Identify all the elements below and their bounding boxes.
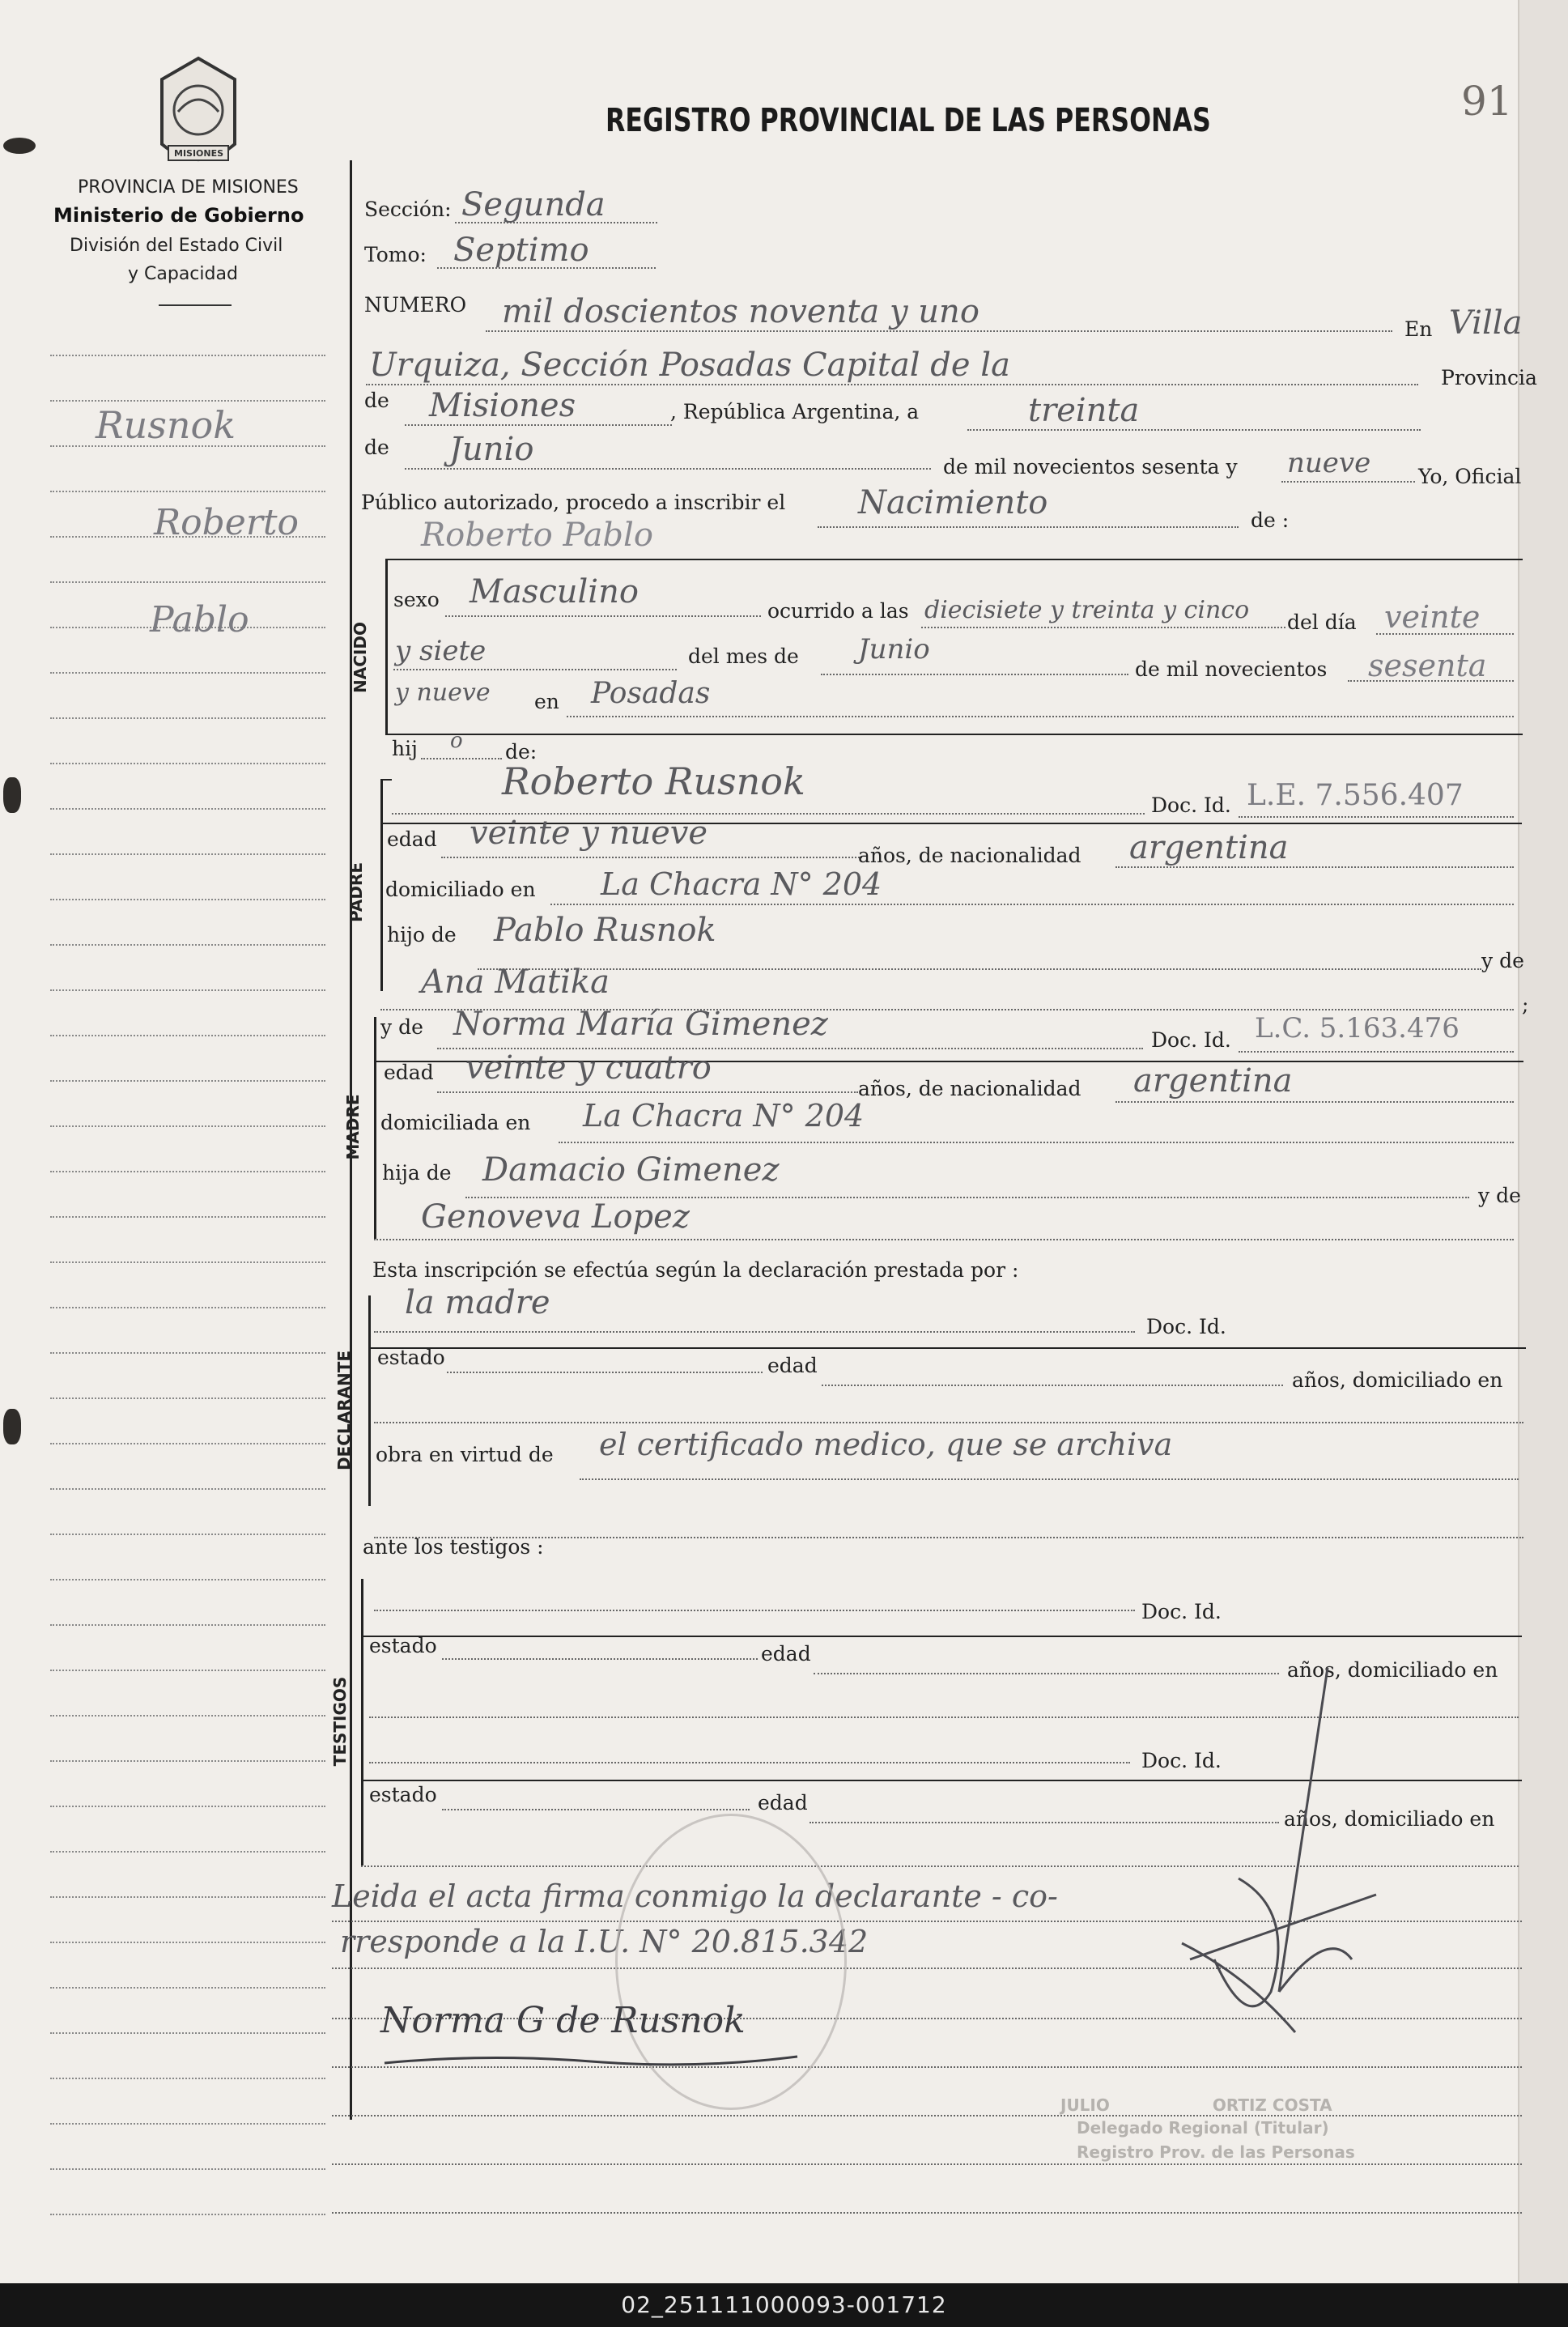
margin-second-name: Pablo — [150, 599, 249, 640]
declarante-domicilio-label: años, domiciliado en — [1292, 1368, 1503, 1392]
anio-nac-value: sesenta — [1368, 648, 1487, 683]
padre-edad-line — [441, 857, 862, 858]
margin-ruled-line — [50, 1806, 325, 1807]
mes-line — [405, 468, 931, 470]
madre-nac-value: argentina — [1133, 1062, 1293, 1100]
division-name: División del Estado Civil — [70, 236, 283, 256]
madre-hija-value: Damacio Gimenez — [482, 1151, 780, 1189]
sexo-value: Masculino — [470, 573, 639, 610]
nombre-line — [385, 559, 1523, 560]
dia-nac-line-2 — [393, 669, 677, 670]
page-number: 91 — [1461, 78, 1513, 125]
en-line-2 — [366, 384, 1418, 385]
obra-line — [580, 1478, 1519, 1480]
page-edge — [1518, 0, 1568, 2283]
padre-hijo-line — [478, 968, 1481, 970]
anio-nac-value-2: y nueve — [395, 679, 491, 707]
ministry-name: Ministerio de Gobierno — [53, 204, 304, 227]
tomo-label: Tomo: — [364, 243, 427, 266]
en-label: En — [1404, 317, 1433, 341]
madre-dom-value: La Chacra N° 204 — [583, 1098, 865, 1134]
testigo1-domicilio-label: años, domiciliado en — [1287, 1658, 1498, 1682]
margin-ruled-line — [50, 1624, 325, 1626]
madre-nac-line — [1115, 1101, 1514, 1103]
ante-testigos-label: ante los testigos : — [363, 1535, 544, 1559]
madre-nombre-value: Norma María Gimenez — [453, 1006, 828, 1043]
header-divider — [159, 304, 232, 306]
declarante-bracket — [368, 1295, 371, 1506]
acta-line — [818, 526, 1239, 528]
binding-hole — [3, 138, 36, 154]
margin-ruled-line — [50, 1352, 325, 1354]
margin-ruled-line — [50, 899, 325, 900]
madre-madre-value: Genoveva Lopez — [421, 1198, 690, 1236]
padre-doc-label: Doc. Id. — [1151, 793, 1231, 817]
capacity-name: y Capacidad — [128, 264, 238, 284]
padre-nac-label: años, de nacionalidad — [858, 844, 1081, 867]
de-colon2-label: de: — [505, 740, 538, 764]
en-value-1: Villa — [1449, 304, 1523, 342]
testigo2-domicilio-label: años, domiciliado en — [1284, 1807, 1495, 1831]
padre-hijo-value: Pablo Rusnok — [494, 912, 716, 949]
testigo2-edad-label: edad — [758, 1791, 808, 1814]
margin-ruled-line — [50, 944, 325, 946]
testigos-section-label: TESTIGOS — [330, 1676, 350, 1767]
madre-nac-label: años, de nacionalidad — [858, 1077, 1081, 1100]
padre-madre-value: Ana Matika — [421, 964, 610, 1001]
margin-ruled-line — [50, 581, 325, 583]
anio-value: nueve — [1287, 447, 1371, 479]
declarante-edad-line — [822, 1385, 1283, 1386]
mes-nac-line — [821, 674, 1128, 675]
margin-ruled-line — [50, 1171, 325, 1172]
signature-underline — [380, 2048, 801, 2073]
sexo-label: sexo — [393, 588, 440, 611]
dia-line — [967, 429, 1421, 431]
testigo2-estado-line — [442, 1809, 750, 1810]
emblem-text: MISIONES — [174, 148, 224, 159]
padre-edad-label: edad — [387, 827, 437, 851]
mes-value: Junio — [449, 431, 534, 468]
testigo2-doc-label: Doc. Id. — [1141, 1749, 1222, 1772]
margin-ruled-line — [50, 2123, 325, 2125]
testigo2-nombre-line — [369, 1762, 1130, 1763]
numero-value: mil doscientos noventa y uno — [502, 293, 979, 330]
dia-value: treinta — [1028, 392, 1140, 429]
madre-dom-label: domiciliada en — [380, 1111, 531, 1134]
padre-dom-label: domiciliado en — [385, 878, 536, 901]
testigos-bracket — [361, 1579, 363, 1865]
margin-ruled-line — [50, 1307, 325, 1308]
declarante-doc-label: Doc. Id. — [1146, 1315, 1226, 1338]
obra-label: obra en virtud de — [376, 1443, 554, 1466]
padre-y-de-label: y de — [1481, 949, 1524, 972]
madre-y-de-label: y de — [380, 1015, 423, 1039]
margin-ruled-line — [50, 763, 325, 764]
margin-ruled-line — [50, 1851, 325, 1853]
madre-edad-line — [437, 1091, 858, 1093]
madre-edad-label: edad — [384, 1061, 434, 1084]
lugar-line — [567, 716, 1514, 717]
padre-nac-line — [1115, 866, 1514, 868]
footer-caption: 02_251111000093-001712 — [0, 2283, 1568, 2327]
testigo1-doc-label: Doc. Id. — [1141, 1600, 1222, 1623]
hij-suffix: o — [450, 729, 463, 753]
padre-top-line — [380, 779, 392, 781]
padre-dom-value: La Chacra N° 204 — [601, 866, 882, 902]
mil-novecientos-label: de mil novecientos sesenta y — [943, 455, 1238, 479]
stamp-line2: ORTIZ COSTA — [1212, 2095, 1332, 2115]
acta-value: Nacimiento — [858, 484, 1048, 521]
stamp-line1: JULIO — [1060, 2095, 1110, 2115]
province-name: PROVINCIA DE MISIONES — [78, 177, 299, 198]
provincia-value: Misiones — [429, 387, 576, 424]
dia-nac-value: veinte — [1384, 599, 1481, 635]
declarante-estado-line — [447, 1372, 763, 1373]
margin-ruled-line — [50, 1760, 325, 1762]
de-mil-novecientos-label: de mil novecientos — [1135, 657, 1328, 681]
padre-section-label: PADRE — [346, 862, 366, 922]
nombre-value: Roberto Pablo — [421, 517, 653, 554]
declarante-value: la madre — [405, 1284, 550, 1321]
margin-ruled-line — [50, 1670, 325, 1671]
margin-ruled-line — [50, 400, 325, 402]
padre-nac-value: argentina — [1129, 829, 1289, 866]
official-signature — [1085, 1652, 1425, 2040]
padre-semicolon: ; — [1522, 993, 1529, 1016]
madre-hija-label: hija de — [382, 1161, 452, 1185]
provincia-line — [405, 424, 672, 426]
padre-doc-line — [1239, 816, 1514, 818]
testigo1-edad-label: edad — [761, 1642, 811, 1665]
margin-ruled-line — [50, 1443, 325, 1444]
margin-ruled-line — [50, 1579, 325, 1580]
sexo-line — [445, 615, 761, 617]
margin-ruled-line — [50, 1125, 325, 1127]
yo-oficial-label: Yo, Oficial — [1418, 465, 1522, 488]
del-mes-label: del mes de — [688, 644, 799, 668]
de-label-2: de — [364, 436, 389, 459]
stamp-line4-text: Registro Prov. de las Personas — [1077, 2142, 1355, 2162]
margin-ruled-line — [50, 1896, 325, 1898]
hij-label: hij — [392, 737, 418, 760]
declarante-underline — [368, 1347, 1526, 1349]
hora-line — [921, 627, 1285, 628]
obra-line-2 — [374, 1537, 1523, 1538]
madre-y-de2-label: y de — [1478, 1184, 1521, 1207]
padre-edad-value: veinte y nueve — [470, 815, 708, 852]
margin-ruled-line — [50, 808, 325, 810]
declarante-edad-label: edad — [767, 1354, 818, 1377]
margin-ruled-line — [50, 2032, 325, 2034]
dia-nac-value-2: y siete — [395, 635, 487, 667]
nacido-bottom-line — [385, 734, 1523, 735]
madre-doc-line — [1239, 1051, 1514, 1053]
obra-value: el certificado medico, que se archiva — [599, 1427, 1173, 1462]
testigo1-nombre-line — [374, 1610, 1135, 1611]
nota-line-6 — [332, 2163, 1522, 2165]
margin-ruled-line — [50, 1715, 325, 1717]
margin-ruled-line — [50, 355, 325, 356]
padre-nombre-value: Roberto Rusnok — [502, 759, 805, 803]
margin-ruled-line — [50, 1488, 325, 1490]
padre-doc-value: L.E. 7.556.407 — [1247, 779, 1464, 812]
seccion-value: Segunda — [461, 186, 606, 223]
margin-ruled-line — [50, 853, 325, 855]
republica-label: , República Argentina, a — [670, 400, 920, 423]
margin-ruled-line — [50, 1261, 325, 1263]
inscripcion-label: Esta inscripción se efectúa según la declaración prestada por : — [372, 1258, 1019, 1282]
hij-line — [421, 758, 502, 759]
madre-doc-value: L.C. 5.163.476 — [1255, 1012, 1460, 1044]
del-dia-label: del día — [1287, 610, 1357, 634]
tomo-value: Septimo — [453, 232, 589, 269]
margin-ruled-line — [50, 1035, 325, 1036]
stamp-line3-text: Delegado Regional (Titular) — [1077, 2118, 1329, 2138]
provincia-label: Provincia — [1441, 366, 1537, 389]
testigo1-estado-line — [442, 1658, 758, 1660]
margin-ruled-line — [50, 1534, 325, 1535]
binding-hole — [3, 1409, 21, 1444]
margin-ruled-line — [50, 989, 325, 991]
testigo1-estado-label: estado — [369, 1634, 437, 1657]
margin-ruled-line — [50, 672, 325, 674]
margin-first-name: Roberto — [154, 502, 300, 543]
numero-line — [486, 330, 1392, 332]
margin-ruled-line — [50, 1397, 325, 1399]
madre-section-label: MADRE — [343, 1094, 363, 1160]
declarante-line — [374, 1331, 1135, 1333]
declarante-domicilio-line — [374, 1422, 1523, 1423]
margin-ruled-line — [50, 1987, 325, 1989]
testigo1-underline — [361, 1636, 1522, 1637]
numero-label: NUMERO — [364, 293, 467, 317]
madre-madre-line — [374, 1239, 1514, 1240]
ocurrido-label: ocurrido a las — [767, 599, 909, 623]
de-colon-label: de : — [1251, 508, 1290, 532]
document-title: REGISTRO PROVINCIAL DE LAS PERSONAS — [606, 102, 1211, 139]
stamp-text-1 — [1060, 2095, 1332, 2115]
lugar-value: Posadas — [591, 677, 711, 710]
margin-ruled-line — [50, 2078, 325, 2079]
anio-line — [1281, 481, 1415, 483]
binding-hole — [3, 777, 21, 813]
padre-dom-line — [550, 904, 1514, 905]
margin-ruled-line — [50, 2214, 325, 2215]
hora-value: diecisiete y treinta y cinco — [924, 596, 1250, 624]
mes-nac-value: Junio — [858, 633, 930, 666]
declarante-estado-label: estado — [377, 1346, 445, 1369]
nota-linea-1: Leida el acta firma conmigo la declarante - co- — [332, 1878, 1058, 1914]
madre-doc-label: Doc. Id. — [1151, 1028, 1231, 1052]
margin-ruled-line — [50, 1216, 325, 1218]
en-lc-label: en — [534, 690, 559, 713]
margin-ruled-line — [50, 1080, 325, 1082]
madre-bracket — [374, 1017, 376, 1239]
madre-dom-line — [559, 1142, 1514, 1143]
nacido-bracket — [385, 559, 388, 735]
nacido-section-label: NACIDO — [351, 622, 370, 693]
declarante-section-label: DECLARANTE — [334, 1350, 354, 1471]
margin-ruled-line — [50, 717, 325, 719]
padre-bracket — [380, 779, 383, 991]
publico-label: Público autorizado, procedo a inscribir el — [361, 491, 786, 514]
seccion-label: Sección: — [364, 198, 452, 221]
nota-linea-2: rresponde a la I.U. N° 20.815.342 — [340, 1924, 869, 1959]
margin-ruled-line — [50, 491, 325, 492]
testigo2-estado-label: estado — [369, 1783, 437, 1806]
declarante-signature: Norma G de Rusnok — [380, 2000, 746, 2041]
margin-ruled-line — [50, 1942, 325, 1943]
padre-hijo-label: hijo de — [387, 923, 457, 947]
margin-surname: Rusnok — [96, 403, 236, 447]
margin-ruled-line — [50, 2168, 325, 2170]
nota-line-5 — [332, 2115, 1522, 2116]
de-label-1: de — [364, 389, 389, 412]
nota-line-7 — [332, 2212, 1522, 2214]
madre-edad-value: veinte y cuatro — [465, 1049, 712, 1087]
en-value-2: Urquiza, Sección Posadas Capital de la — [369, 347, 1010, 384]
